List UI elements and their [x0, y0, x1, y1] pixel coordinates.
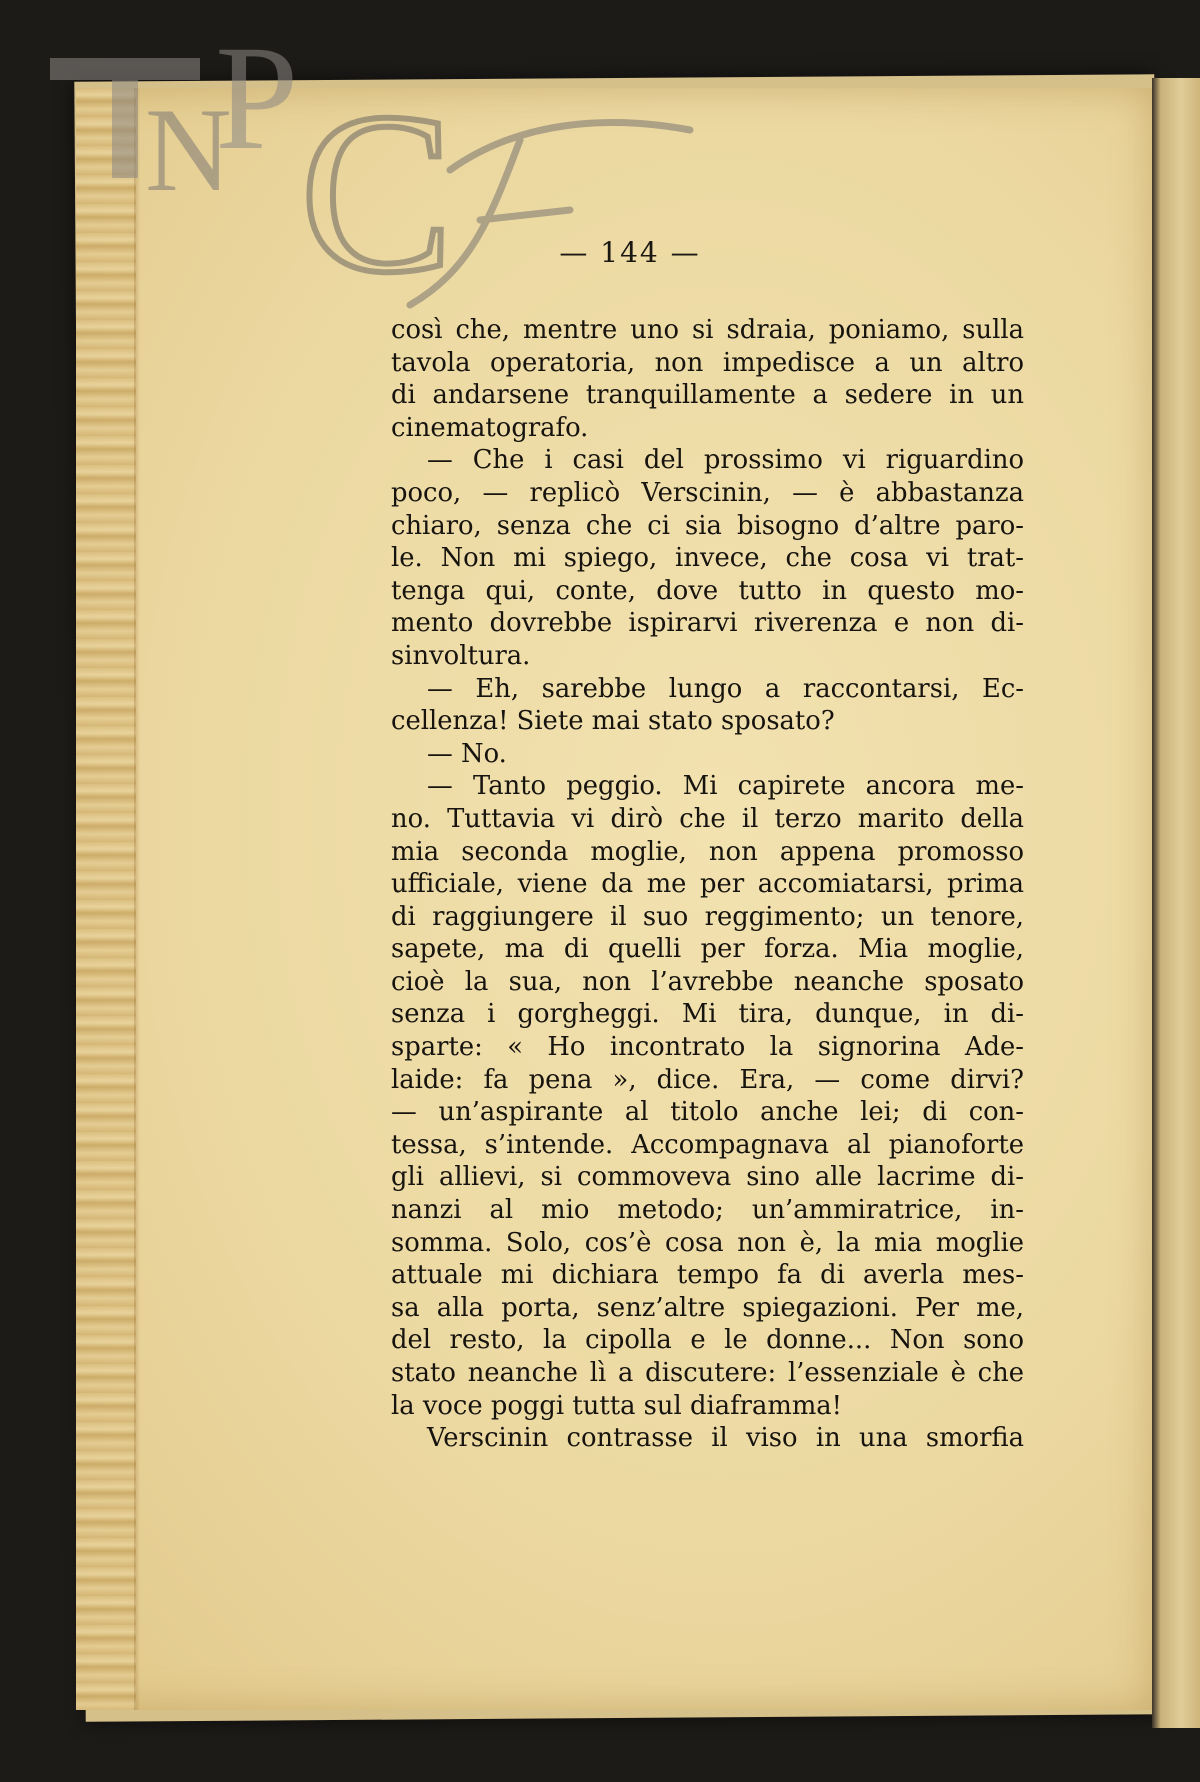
- text-line: tavola operatoria, non impedisce a un altro: [391, 347, 1024, 378]
- text-line: cellenza! Siete mai stato sposato?: [391, 706, 835, 737]
- text-line: tenga qui, conte, dove tutto in questo mo-: [391, 575, 1024, 606]
- svg-text:P: P: [215, 20, 299, 181]
- text-line: sparte: « Ho incontrato la signorina Ade-: [391, 1032, 1024, 1063]
- text-line: cinematografo.: [391, 412, 589, 443]
- text-line: di andarsene tranquillamente a sedere in un: [391, 380, 1024, 411]
- text-line: senza i gorgheggi. Mi tira, dunque, in di-: [391, 999, 1024, 1030]
- text-line: laide: fa pena », dice. Era, — come dirvi?: [391, 1064, 1024, 1095]
- text-line: attuale mi dichiara tempo fa di averla mes-: [391, 1260, 1024, 1291]
- text-line: — No.: [427, 738, 507, 769]
- text-line: — Tanto peggio. Mi capirete ancora me-: [427, 771, 1024, 802]
- svg-text:C: C: [300, 65, 454, 320]
- text-line: cioè la sua, non l’avrebbe neanche sposato: [391, 966, 1024, 997]
- text-line: nanzi al mio metodo; un’ammiratrice, in-: [391, 1195, 1024, 1226]
- library-watermark-logo: [50, 20, 710, 320]
- text-line: — Eh, sarebbe lungo a raccontarsi, Ec-: [427, 673, 1024, 704]
- page-torn-edge: [76, 88, 136, 1710]
- text-line: Verscinin contrasse il viso in una smorfia: [427, 1423, 1024, 1454]
- text-line: gli allievi, si commoveva sino alle lacrime di-: [391, 1162, 1024, 1193]
- text-line: sinvoltura.: [391, 640, 531, 671]
- text-line: mento dovrebbe ispirarvi riverenza e non di-: [391, 608, 1024, 639]
- text-line: sa alla porta, senz’altre spiegazioni. Per me,: [391, 1292, 1024, 1323]
- text-line: le. Non mi spiego, invece, che cosa vi trat-: [391, 543, 1024, 574]
- text-line: stato neanche lì a discutere: l’essenziale è che: [391, 1358, 1024, 1388]
- svg-text:N: N: [145, 83, 232, 216]
- text-line: chiaro, senza che ci sia bisogno d’altre paro-: [391, 510, 1024, 541]
- text-line: la voce poggi tutta sul diaframma!: [391, 1390, 843, 1421]
- body-text: [391, 314, 1024, 1455]
- text-line: — un’aspirante al titolo anche lei; di con-: [391, 1097, 1024, 1128]
- text-line: somma. Solo, cos’è cosa non è, la mia moglie: [391, 1227, 1024, 1258]
- next-page-edge: [1152, 78, 1200, 1728]
- text-line: così che, mentre uno si sdraia, poniamo, sulla: [391, 315, 1024, 345]
- text-line: — Che i casi del prossimo vi riguardino: [427, 445, 1024, 476]
- text-line: sapete, ma di quelli per forza. Mia moglie,: [391, 934, 1024, 965]
- text-line: mia seconda moglie, non appena promosso: [391, 836, 1024, 867]
- text-line: di raggiungere il suo reggimento; un tenore,: [391, 901, 1024, 932]
- text-line: no. Tuttavia vi dirò che il terzo marito della: [391, 803, 1024, 834]
- text-line: del resto, la cipolla e le donne... Non sono: [391, 1325, 1024, 1356]
- text-line: poco, — replicò Verscinin, — è abbastanza: [391, 477, 1024, 508]
- page-number: — 144 —: [559, 236, 701, 269]
- text-line: ufficiale, viene da me per accomiatarsi, prima: [391, 869, 1024, 900]
- text-line: tessa, s’intende. Accompagnava al pianoforte: [391, 1129, 1024, 1160]
